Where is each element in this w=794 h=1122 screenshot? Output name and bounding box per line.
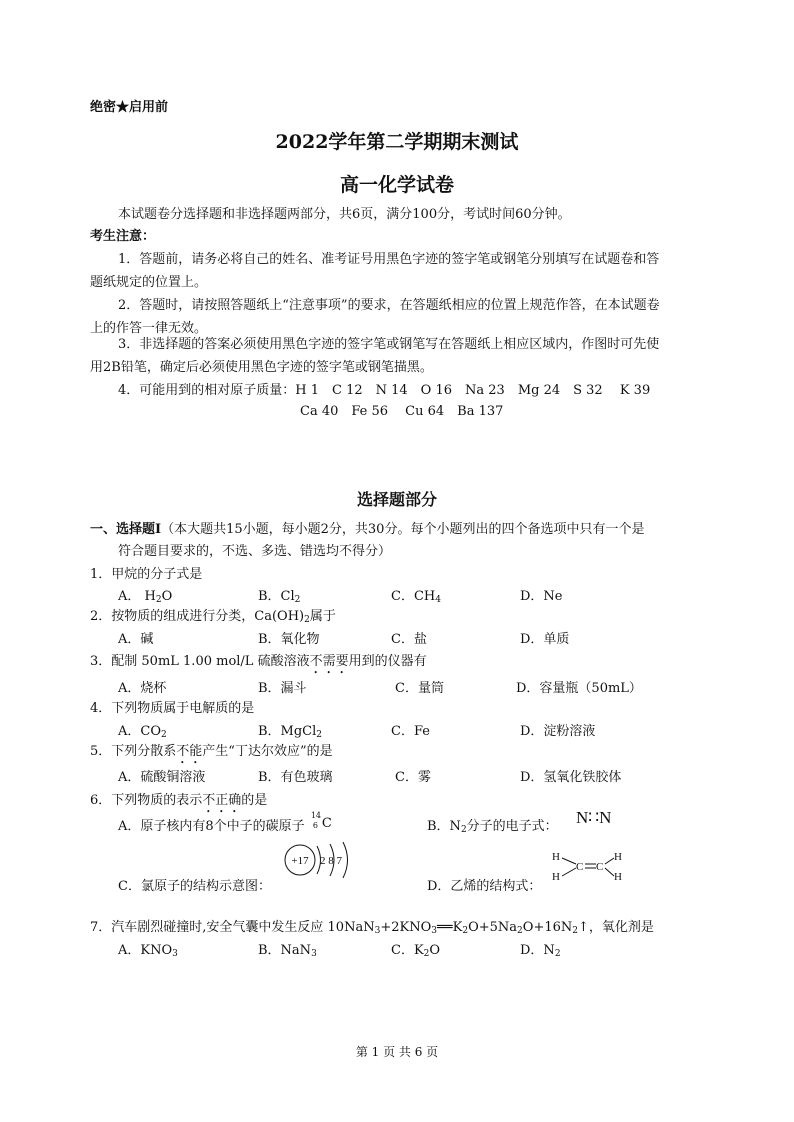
q7-option-b: B．NaN$_3$ [258, 943, 317, 959]
note-1-line-1: 1．答题前，请务必将自己的姓名、准考证号用黑色字迹的签字笔或钢笔分别填写在试题卷和答 [118, 252, 660, 267]
note-3-line-2: 用2B铅笔，确定后必须使用黑色字迹的签字笔或钢笔描黑。 [90, 360, 433, 375]
q3-option-a: A．烧杯 [118, 681, 167, 696]
q1-option-b: B．$Cl_2$ [258, 589, 301, 605]
q5-stem: 5．下列分散系不能产生“丁达尔效应”的是 [90, 744, 333, 759]
note-4-line-2: Ca 40 Fe 56 Cu 64 Ba 137 [300, 404, 504, 419]
q1-option-a: A． $H_2O$ [118, 589, 173, 605]
q2-option-a: A．碱 [118, 632, 154, 647]
section-heading [90, 518, 644, 537]
q6-stem: 6．下列物质的表示不正确的是 [90, 793, 268, 808]
h-atom: H [552, 871, 560, 883]
c-atom: C [596, 861, 604, 873]
h-atom: H [552, 851, 560, 863]
q7-option-a: A．$KNO_3$ [118, 943, 178, 959]
n2-electron-formula: N∷N [576, 808, 612, 827]
confidential-mark: 绝密★启用前 [90, 100, 169, 115]
q2-option-d: D．单质 [520, 632, 570, 647]
section-heading-text: （本大题共15小题，每小题2分，共30分。每个小题列出的四个备选项中只有一个是 [161, 522, 645, 537]
h-atom: H [614, 851, 622, 863]
q1-stem: 1．甲烷的分子式是 [90, 567, 203, 582]
note-4-line-1: 4．可能用到的相对原子质量：H 1 C 12 N 14 O 16 Na 23 Mg 24 S 32 K 39 [118, 383, 651, 398]
q1-option-c: C．$CH_4$ [391, 589, 441, 605]
q6-option-d: D．乙烯的结构式： [427, 879, 542, 894]
note-3-line-1: 3．非选择题的答案必须使用黑色字迹的签字笔或钢笔写在答题纸上相应区域内，作图时可先使 [118, 337, 660, 352]
q6-option-a: A．原子核内有8个中子的碳原子 14 6 C [118, 815, 335, 834]
q2-option-c: C．盐 [391, 632, 427, 647]
q3-stem: 3．配制 50mL 1.00 mol/L 硫酸溶液不需要用到的仪器有 [90, 654, 427, 669]
q5-option-d: D．氢氧化铁胶体 [520, 770, 622, 785]
q7-option-c: C．$K_2O$ [391, 943, 441, 959]
q3-option-d: D．容量瓶（50mL） [516, 681, 642, 696]
electron-counts: 2 8 7 [320, 855, 342, 867]
q7-option-d: D．$N_2$ [520, 943, 561, 959]
exam-title: 2022学年第二学期期末测试 [275, 131, 519, 153]
q6-option-c: C．氯原子的结构示意图： [118, 879, 271, 894]
exam-subtitle: 高一化学试卷 [339, 174, 454, 196]
q2-stem: 2．按物质的组成进行分类，$Ca(OH)_2$属于 [90, 609, 336, 625]
notes-heading: 考生注意： [90, 229, 156, 244]
q4-option-b: B．MgCl$_2$ [258, 724, 323, 740]
c-atom: C [576, 861, 584, 873]
q5-option-c: C．雾 [395, 770, 431, 785]
q6-option-b: B．$N_2$分子的电子式： [427, 819, 558, 835]
q4-stem: 4．下列物质属于电解质的是 [90, 701, 255, 716]
section-heading-line-2: 符合题目要求的，不选、多选、错选均不得分） [118, 544, 392, 559]
q7-stem: 7．汽车剧烈碰撞时,安全气囊中发生反应 $10NaN_3+2KNO_3══K_2O+5Na_2O+16N_2↑$，氧化剂是 [90, 920, 654, 936]
q4-option-d: D．淀粉溶液 [520, 724, 596, 739]
q2-option-b: B．氧化物 [258, 632, 320, 647]
intro-text: 本试题卷分选择题和非选择题两部分，共6页，满分100分，考试时间60分钟。 [118, 207, 571, 222]
nucleus-charge: +17 [291, 855, 309, 867]
chlorine-atom-structure-diagram [282, 838, 362, 890]
section-title: 选择题部分 [356, 490, 437, 509]
h-atom: H [614, 871, 622, 883]
note-1-line-2: 题纸规定的位置上。 [90, 275, 208, 290]
q1-option-d: D．Ne [520, 589, 563, 604]
electron-shell-3 [343, 842, 348, 878]
note-2-line-2: 上的作答一律无效。 [90, 321, 208, 336]
section-heading-label: 一、选择题Ⅰ [90, 522, 162, 537]
q4-option-c: C．Fe [391, 724, 430, 739]
carbon-14-nuclide: 14 6 C [310, 811, 332, 831]
q4-option-a: A．$CO_2$ [118, 724, 167, 740]
q3-option-c: C．量筒 [395, 681, 444, 696]
q3-option-b: B．漏斗 [258, 681, 307, 696]
q5-option-b: B．有色玻璃 [258, 770, 333, 785]
ethylene-structural-formula [550, 848, 630, 884]
q5-option-a: A．硫酸铜溶液 [118, 770, 206, 785]
page-footer: 第 1 页 共 6 页 [355, 1045, 439, 1059]
note-2-line-1: 2．答题时，请按照答题纸上“注意事项”的要求，在答题纸相应的位置上规范作答，在本试题卷 [118, 298, 660, 313]
